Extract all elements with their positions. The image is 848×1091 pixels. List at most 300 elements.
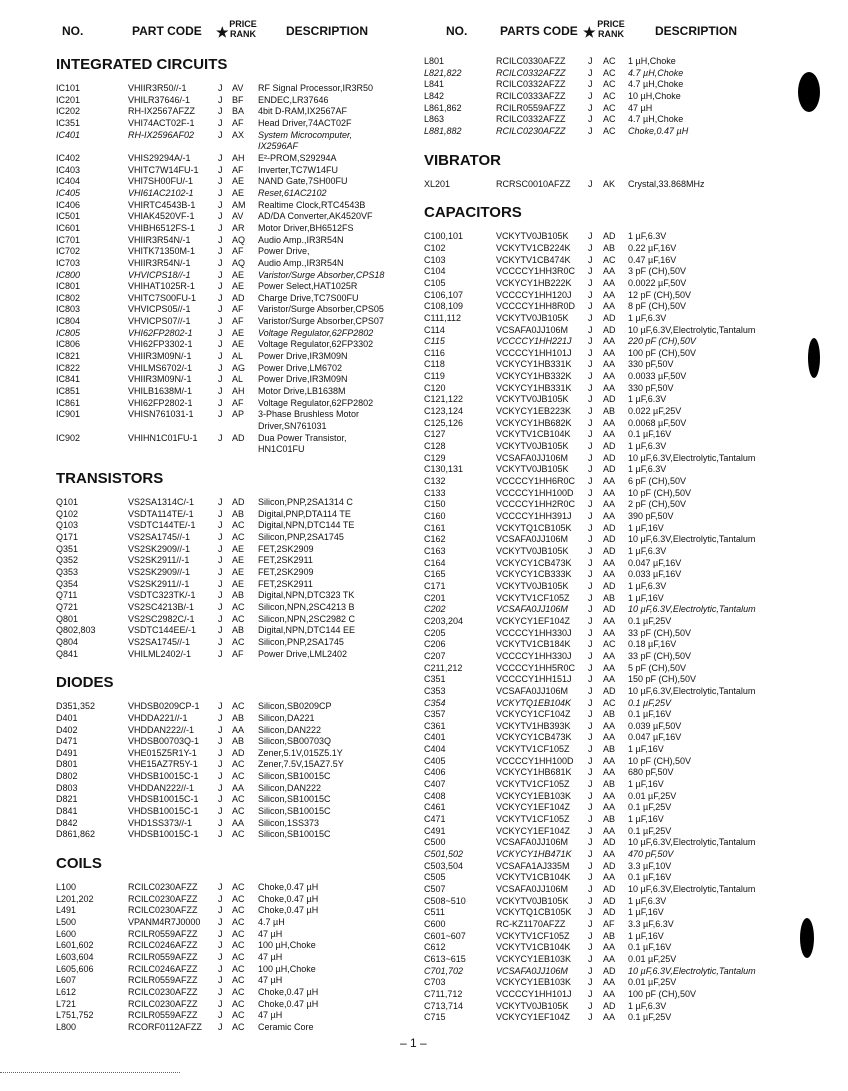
scan-edge: [0, 1072, 180, 1074]
description: IX2596AF: [258, 141, 299, 152]
punch-hole-1: [798, 72, 820, 112]
parts-row: [424, 791, 804, 803]
description: 0.1 µF,25V: [628, 697, 672, 708]
price-rank: AL: [232, 374, 244, 385]
description: 10 µF,6.3V,Electrolytic,Tantalum: [628, 965, 756, 976]
part-code: RCILC0246AFZZ: [128, 940, 198, 951]
part-code: VCKYTV1CB104K: [496, 429, 571, 440]
part-code: VCCCCY1HH6R0C: [496, 476, 576, 487]
description: Dua Power Transistor,: [258, 432, 347, 443]
price-rank: AC: [603, 90, 616, 101]
ref-no: Q801: [56, 613, 79, 624]
price-rank: AA: [603, 732, 616, 743]
parts-row: [424, 744, 804, 756]
parts-row: [56, 328, 416, 340]
parts-row: [56, 363, 416, 375]
part-code: VCKYTV1CF105Z: [496, 592, 570, 603]
ref-no: C111,112: [424, 312, 462, 323]
price-rank: AD: [603, 441, 616, 452]
description: Zener,5.1V,015Z5.1Y: [258, 747, 343, 758]
description: Silicon,PNP,2SA1745: [258, 531, 344, 542]
price-rank: AC: [232, 1010, 245, 1021]
parts-row: [424, 896, 804, 908]
description: Silicon,1SS373: [258, 817, 320, 828]
part-code: VCCCCY1HH5R0C: [496, 662, 576, 673]
description: 1 µF,6.3V: [628, 580, 667, 591]
parts-row: [56, 200, 416, 212]
description: FET,2SK2911: [258, 555, 313, 566]
mark: J: [588, 790, 593, 801]
punch-hole-2: [808, 338, 820, 378]
part-code: VHI62FP2802-1: [128, 327, 193, 338]
part-code: VCCCCY1HH391J: [496, 511, 572, 521]
ref-no: C129: [424, 452, 446, 463]
parts-row: [424, 325, 804, 337]
ref-no: L100: [56, 882, 77, 893]
price-rank: AD: [603, 452, 616, 463]
part-code: VCKYCY1EB103K: [496, 977, 572, 988]
parts-row: [56, 1010, 416, 1022]
price-rank: AF: [232, 397, 244, 408]
part-code: VHE15AZ7R5Y-1: [128, 759, 198, 770]
parts-row: [56, 188, 416, 200]
description: Power Drive,LM6702: [258, 362, 343, 373]
part-code: VHIS29294A/-1: [128, 152, 191, 163]
price-rank: AC: [232, 601, 245, 612]
mark: J: [588, 382, 593, 393]
parts-row: [56, 95, 416, 107]
parts-row: [424, 68, 804, 80]
description: Voltage Regulator,62FP2802: [258, 327, 374, 338]
part-code: VS2SK2909//-1: [128, 543, 191, 554]
price-rank: AB: [603, 814, 616, 825]
ref-no: C108,109: [424, 301, 464, 312]
parts-row: [56, 952, 416, 964]
ref-no: C127: [424, 429, 446, 440]
ref-no: C202: [424, 604, 446, 615]
parts-row: [424, 103, 804, 115]
part-code: VHVICPS07//-1: [128, 316, 191, 327]
mark: J: [218, 952, 223, 962]
description: 150 pF (CH),50V: [628, 674, 697, 685]
parts-row: [56, 351, 416, 363]
parts-row: [424, 709, 804, 721]
part-code: VCKYTV0JB105K: [496, 545, 569, 556]
price-rank: AC: [232, 794, 245, 805]
price-rank: AD: [603, 1000, 616, 1011]
description: 4.7 µH,Choke: [628, 79, 684, 90]
parts-row: [56, 544, 416, 556]
ref-no: Q841: [56, 648, 79, 659]
header-price-rank-right: PRICE RANK: [597, 19, 625, 39]
mark: J: [218, 917, 223, 928]
part-code: VHIHAT1025R-1: [128, 281, 195, 292]
description: 0.1 µF,16V: [628, 872, 672, 883]
price-rank: AD: [603, 965, 616, 976]
mark: J: [218, 327, 223, 338]
ref-no: D861,862: [56, 829, 96, 840]
part-code: VCKYTQ1CB105K: [496, 907, 572, 918]
description: 1 µF,6.3V: [628, 394, 667, 405]
price-rank: AB: [603, 592, 616, 603]
parts-row: [424, 581, 804, 593]
description: 47 µH: [258, 975, 283, 986]
parts-row: [424, 499, 804, 511]
mark: J: [218, 759, 223, 770]
part-code: VHIBH6512FS-1: [128, 222, 196, 233]
parts-row: [424, 989, 804, 1001]
parts-row: [424, 593, 804, 605]
part-code: VCKYTV1CF105Z: [496, 814, 570, 825]
parts-row: [424, 348, 804, 360]
ref-no: L842: [424, 90, 445, 101]
ref-no: C211,212: [424, 662, 463, 673]
price-rank: AE: [232, 543, 245, 554]
parts-row: [56, 339, 416, 351]
ref-no: L863: [424, 114, 445, 125]
mark: J: [588, 953, 593, 964]
mark: J: [218, 117, 223, 128]
part-code: VCCCCY1HH151J: [496, 674, 572, 685]
parts-row: [424, 523, 804, 535]
part-code: VSDTA114TE/-1: [128, 508, 194, 519]
parts-row: [424, 453, 804, 465]
mark: J: [588, 441, 593, 452]
price-rank: AE: [232, 566, 245, 577]
header-star: ★: [216, 24, 229, 40]
parts-row: [424, 931, 804, 943]
parts-row: [424, 371, 804, 383]
mark: J: [588, 849, 593, 860]
description: RF Signal Processor,IR3R50: [258, 83, 374, 93]
price-rank: AF: [232, 117, 244, 128]
mark: J: [218, 94, 223, 105]
parts-row: [424, 359, 804, 371]
price-rank: AA: [603, 511, 616, 521]
description: Power Drive,IR3M09N: [258, 374, 348, 385]
ref-no: C105: [424, 277, 446, 288]
description: 3.3 µF,10V: [628, 860, 672, 871]
ref-no: C508~510: [424, 895, 466, 906]
description: 0.1 µF,16V: [628, 429, 672, 440]
price-rank: AE: [232, 327, 245, 338]
part-code: VHITK71350M-1: [128, 246, 196, 257]
mark: J: [218, 106, 223, 117]
parts-row: [56, 929, 416, 941]
part-code: VCKYTV1CB104K: [496, 872, 571, 883]
mark: J: [218, 351, 223, 362]
price-rank: AA: [603, 755, 616, 766]
price-rank: AC: [232, 520, 245, 531]
ref-no: D351,352: [56, 701, 96, 712]
mark: J: [588, 918, 593, 929]
description: 0.1 µF,25V: [628, 825, 672, 836]
part-code: RCILC0230AFZZ: [128, 986, 198, 997]
mark: J: [588, 709, 593, 720]
description: 0.0022 µF,50V: [628, 277, 687, 288]
part-code: VS2SA1745//-1: [128, 531, 191, 542]
parts-row: [56, 701, 416, 713]
parts-row: [56, 106, 416, 118]
description: 0.039 µF,50V: [628, 720, 682, 731]
part-code: RCILC0230AFZZ: [128, 905, 198, 916]
price-rank: AA: [603, 429, 616, 440]
parts-row: [424, 884, 804, 896]
parts-row: [424, 767, 804, 779]
price-rank: AA: [603, 825, 616, 836]
price-rank: AA: [603, 359, 616, 370]
price-rank: AA: [603, 790, 616, 801]
part-code: VHIIR3R54N/-1: [128, 234, 191, 245]
ref-no: IC501: [56, 211, 81, 222]
description: Power Drive,: [258, 246, 310, 257]
mark: J: [588, 779, 593, 790]
mark: J: [218, 747, 223, 758]
part-code: VCCCCY1HH100D: [496, 487, 574, 498]
parts-row: [424, 872, 804, 884]
ref-no: Q721: [56, 601, 79, 612]
description: Varistor/Surge Absorber,CPS07: [258, 316, 384, 327]
mark: J: [588, 767, 593, 778]
part-code: VHIIR3R54N/-1: [128, 257, 191, 268]
description: 4.7 µH,Choke: [628, 114, 684, 125]
ref-no: C601~607: [424, 930, 466, 941]
price-rank: AD: [603, 231, 616, 242]
mark: J: [588, 580, 593, 591]
price-rank: AA: [603, 977, 616, 988]
mark: J: [588, 569, 593, 580]
price-rank: AB: [603, 744, 616, 755]
part-code: VCSAFA0JJ106M: [496, 685, 569, 696]
mark: J: [588, 650, 593, 661]
mark: J: [588, 942, 593, 953]
part-code: VCKYCY1CB473K: [496, 557, 572, 568]
part-code: VS2SC4213B/-1: [128, 601, 195, 612]
ref-no: L607: [56, 975, 77, 986]
part-code: RCILC0332AFZZ: [496, 67, 566, 78]
price-rank: AD: [603, 580, 616, 591]
part-code: VCKYTV1CB104K: [496, 942, 571, 953]
ref-no: C471: [424, 814, 446, 825]
price-rank: AA: [603, 557, 616, 568]
part-code: RCORF0112AFZZ: [128, 1021, 202, 1032]
price-rank: AC: [232, 998, 245, 1009]
ref-no: C115: [424, 336, 445, 347]
parts-row: [424, 616, 804, 628]
description: 0.047 µF,16V: [628, 732, 682, 743]
part-code: RCILC0333AFZZ: [496, 90, 566, 101]
part-code: VHIIR3R50//-1: [128, 83, 187, 93]
ref-no: L601,602: [56, 940, 94, 951]
mark: J: [588, 627, 593, 638]
description: 1 µF,6.3V: [628, 464, 667, 475]
mark: J: [218, 543, 223, 554]
ref-no: L491: [56, 905, 77, 916]
price-rank: AC: [603, 697, 616, 708]
mark: J: [588, 639, 593, 650]
description: Ceramic Core: [258, 1021, 314, 1032]
price-rank: AA: [603, 988, 616, 999]
description: Silicon,SB10015C: [258, 771, 331, 782]
mark: J: [588, 511, 593, 521]
parts-row: [424, 628, 804, 640]
part-code: VCKYTV1HB393K: [496, 720, 571, 731]
ref-no: C461: [424, 802, 446, 813]
mark: J: [218, 199, 223, 210]
mark: J: [588, 814, 593, 825]
price-rank: AB: [603, 779, 616, 790]
part-code: RCILR0559AFZZ: [128, 1010, 198, 1021]
part-code: VHILB1638M/-1: [128, 386, 193, 397]
part-code: VHI62FP2802-1: [128, 397, 193, 408]
part-code: VCKYCY1HB222K: [496, 277, 572, 288]
price-rank: AE: [232, 555, 245, 566]
price-rank: AE: [232, 339, 245, 350]
price-rank: AA: [603, 382, 616, 393]
parts-row: [56, 975, 416, 987]
mark: J: [218, 362, 223, 373]
price-rank: AK: [603, 178, 616, 189]
price-rank: AC: [232, 986, 245, 997]
parts-row: [424, 674, 804, 686]
description: FET,2SK2909: [258, 543, 314, 554]
part-code: VCKYTV1CB224K: [496, 242, 571, 253]
ref-no: C203,204: [424, 615, 464, 626]
mark: J: [218, 269, 223, 280]
mark: J: [588, 277, 593, 288]
parts-row: [56, 567, 416, 579]
section-title: DIODES: [56, 674, 114, 692]
ref-no: C612: [424, 942, 446, 953]
mark: J: [588, 452, 593, 463]
part-code: VPANM4R7J0000: [128, 917, 201, 928]
part-code: VCKYCY1CB333K: [496, 569, 572, 580]
mark: J: [588, 476, 593, 487]
part-code: RCILC0230AFZZ: [128, 893, 198, 904]
ref-no: C103: [424, 254, 446, 265]
part-code: VCCCCY1HH2R0C: [496, 499, 576, 510]
mark: J: [588, 825, 593, 836]
part-code: RCILR0559AFZZ: [128, 975, 198, 986]
ref-no: D821: [56, 794, 78, 805]
ref-no: C357: [424, 709, 446, 720]
mark: J: [218, 794, 223, 805]
part-code: VHDSB10015C-1: [128, 771, 199, 782]
ref-no: L605,606: [56, 963, 94, 974]
price-rank: AR: [232, 222, 245, 233]
description: 1 µF,6.3V: [628, 312, 667, 323]
ref-no: D841: [56, 806, 78, 817]
description: 100 pF (CH),50V: [628, 347, 697, 358]
description: 0.22 µF,16V: [628, 242, 677, 253]
ref-no: Q101: [56, 497, 79, 507]
ref-no: C501,502: [424, 849, 464, 860]
ref-no: IC822: [56, 362, 81, 373]
price-rank: AC: [232, 613, 245, 624]
parts-row: [424, 861, 804, 873]
parts-row: [424, 476, 804, 488]
description: 3-Phase Brushless Motor: [258, 409, 360, 420]
description: System Microcomputer,: [258, 129, 353, 140]
part-code: VCKYTV1CF105Z: [496, 779, 570, 790]
part-code: VHIIR3M09N/-1: [128, 351, 192, 362]
ref-no: C201: [424, 592, 446, 603]
mark: J: [218, 782, 223, 793]
parts-row: [424, 732, 804, 744]
description: Reset,61AC2102: [258, 187, 327, 198]
description: Digital,NPN,DTC144 TE: [258, 520, 355, 531]
description: 470 pF,50V: [628, 849, 674, 860]
ref-no: C404: [424, 744, 446, 755]
description: 0.1 µF,25V: [628, 615, 672, 626]
description: Silicon,SB10015C: [258, 829, 331, 840]
parts-row: [424, 849, 804, 861]
description: 1 µF,16V: [628, 930, 664, 941]
part-code: VCKYCY1EF104Z: [496, 825, 571, 836]
parts-row: [424, 126, 804, 138]
parts-row: [56, 649, 416, 661]
mark: J: [588, 860, 593, 871]
price-rank: AP: [232, 409, 245, 420]
parts-row: [56, 532, 416, 544]
ref-no: C125,126: [424, 417, 464, 428]
parts-row: [56, 293, 416, 305]
parts-row: [56, 520, 416, 532]
parts-row: [56, 783, 416, 795]
ref-no: L500: [56, 917, 77, 928]
part-code: VCKYCY1HB471K: [496, 849, 572, 860]
mark: J: [588, 592, 593, 603]
mark: J: [218, 829, 223, 840]
part-code: VHIHN1C01FU-1: [128, 432, 198, 443]
parts-row: [56, 270, 416, 282]
ref-no: C114: [424, 324, 445, 335]
page-number: – 1 –: [400, 1036, 427, 1050]
price-rank: BA: [232, 106, 245, 117]
description: Varistor/Surge Absorber,CPS05: [258, 304, 384, 315]
price-rank: AA: [603, 301, 616, 312]
price-rank: AC: [232, 917, 245, 928]
price-rank: AA: [603, 802, 616, 813]
description: Digital,NPN,DTC144 EE: [258, 625, 356, 636]
parts-row: [56, 736, 416, 748]
description: 100 µH,Choke: [258, 963, 316, 974]
parts-row: [56, 894, 416, 906]
ref-no: C503,504: [424, 860, 464, 871]
mark: J: [218, 397, 223, 408]
parts-row: [56, 725, 416, 737]
parts-row: [424, 394, 804, 406]
parts-row: [56, 555, 416, 567]
parts-row: [56, 590, 416, 602]
price-rank: AD: [603, 534, 616, 545]
part-code: VCCCCY1HH8R0D: [496, 301, 576, 312]
part-code: VHDDAN222//-1: [128, 724, 195, 735]
part-code: VHISN761031-1: [128, 409, 194, 420]
ref-no: C500: [424, 837, 446, 848]
ref-no: IC806: [56, 339, 81, 350]
parts-row: [56, 759, 416, 771]
part-code: VCKYTV0JB105K: [496, 464, 569, 475]
parts-row: [56, 771, 416, 783]
mark: J: [218, 601, 223, 612]
part-code: VCKYCY1EB223K: [496, 406, 572, 417]
mark: J: [588, 56, 593, 66]
ref-no: Q103: [56, 520, 79, 531]
header-star-right: ★: [583, 24, 596, 40]
part-code: RCILC0230AFZZ: [128, 998, 198, 1009]
ref-no: IC703: [56, 257, 81, 268]
